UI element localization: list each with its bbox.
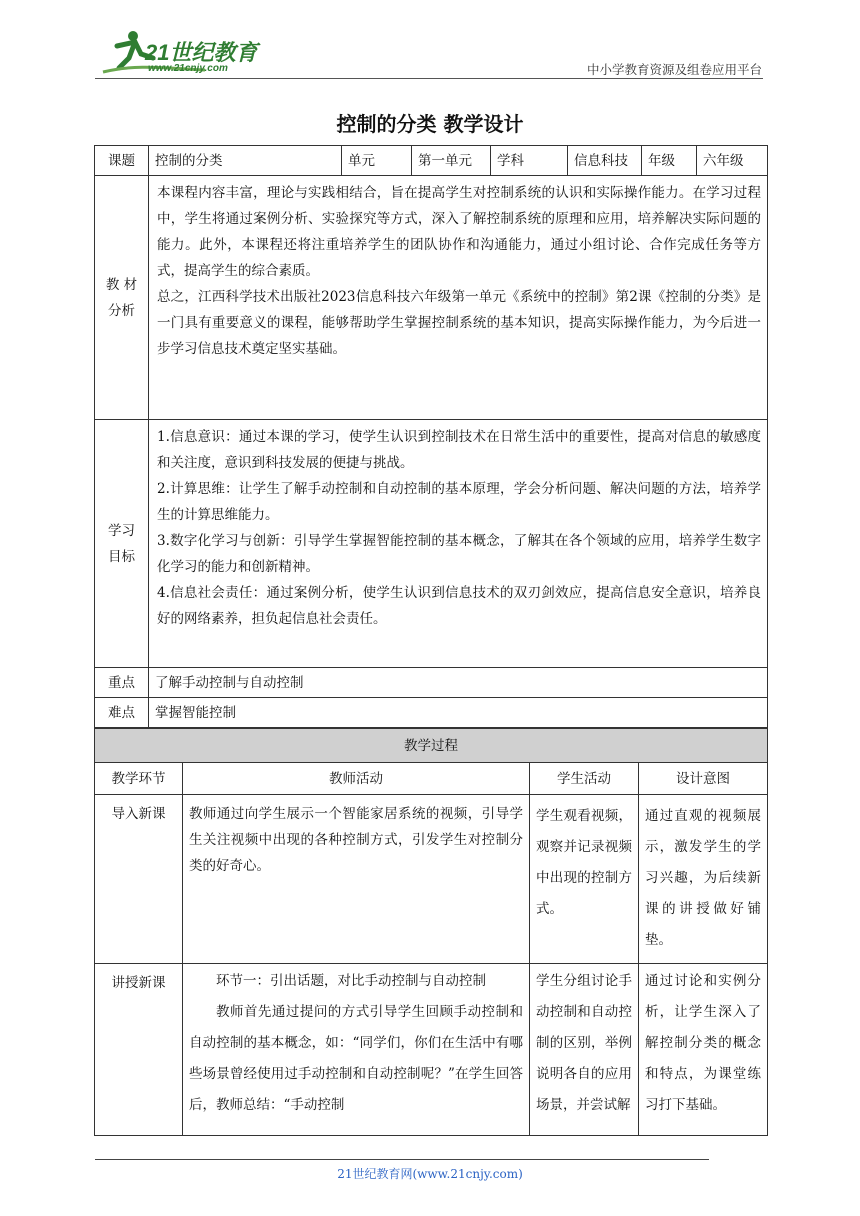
objective-item: 4.信息社会责任：通过案例分析，使学生认识到信息技术的双刃剑效应，提高信息安全意识，培养良好的网络素养，担负起信息社会责任。 bbox=[157, 585, 761, 627]
unit-label: 单元 bbox=[342, 146, 412, 176]
analysis-paragraph: 本课程内容丰富，理论与实践相结合，旨在提高学生对控制系统的认识和实际操作能力。在学习过程中，学生将通过案例分析、实验探究等方式，深入了解控制系统的原理和应用，培养解决实际问题的能力。此外，本课程还将注重培养学生的团队协作和沟通能力，通过小组讨论、合作完成任务等方式，提高学生的综合素质。 bbox=[157, 185, 761, 279]
course-value: 控制的分类 bbox=[149, 146, 342, 176]
grade-value: 六年级 bbox=[697, 146, 768, 176]
header-teacher: 教师活动 bbox=[183, 763, 530, 795]
teacher-cell bbox=[183, 964, 530, 1136]
stage-cell: 导入新课 bbox=[95, 795, 183, 964]
course-label: 课题 bbox=[95, 146, 149, 176]
subject-value: 信息科技 bbox=[568, 146, 642, 176]
logo-url: www.21cnjy.com bbox=[148, 63, 228, 74]
subject-label: 学科 bbox=[491, 146, 568, 176]
header-divider bbox=[95, 78, 763, 79]
grade-label: 年级 bbox=[642, 146, 697, 176]
teacher-paragraph: 环节一：引出话题，对比手动控制与自动控制 bbox=[216, 973, 486, 989]
header-stage: 教学环节 bbox=[95, 763, 183, 795]
intent-cell: 通过直观的视频展示，激发学生的学习兴趣，为后续新课的讲授做好铺垫。 bbox=[639, 795, 768, 964]
table-row bbox=[95, 964, 768, 1136]
process-title: 教学过程 bbox=[95, 729, 768, 763]
header-intent: 设计意图 bbox=[639, 763, 768, 795]
platform-name: 中小学教育资源及组卷应用平台 bbox=[586, 62, 762, 77]
footer-divider bbox=[95, 1159, 709, 1160]
logo-text: 21世纪教育 bbox=[145, 40, 258, 65]
teacher-cell: 教师通过向学生展示一个智能家居系统的视频，引导学生关注视频中出现的各种控制方式，引发学生对控制分类的好奇心。 bbox=[183, 795, 530, 964]
key-point-label: 重点 bbox=[95, 668, 149, 698]
student-cell: 学生观看视频，观察并记录视频中出现的控制方式。 bbox=[530, 795, 639, 964]
stage-cell: 讲授新课 bbox=[95, 964, 183, 1136]
difficulty-value: 掌握智能控制 bbox=[149, 698, 768, 728]
table-row bbox=[95, 795, 768, 964]
student-cell: 学生分组讨论手动控制和自动控制的区别，举例说明各自的应用场景，并尝试解 bbox=[530, 964, 639, 1136]
analysis-content bbox=[149, 176, 768, 420]
objective-item: 2.计算思维：让学生了解手动控制和自动控制的基本原理，学会分析问题、解决问题的方法，培养学生的计算思维能力。 bbox=[157, 481, 761, 523]
header-student: 学生活动 bbox=[530, 763, 639, 795]
document-title: 控制的分类 教学设计 bbox=[336, 112, 524, 136]
analysis-paragraph: 总之，江西科学技术出版社2023信息科技六年级第一单元《系统中的控制》第2课《控制的分类》是一门具有重要意义的课程，能够帮助学生掌握控制系统的基本知识，提高实际操作能力，为今后进一步学习信息技术奠定坚实基础。 bbox=[157, 289, 761, 357]
intent-cell: 通过讨论和实例分析，让学生深入了解控制分类的概念和特点，为课堂练习打下基础。 bbox=[639, 964, 768, 1136]
objectives-label: 学习 目标 bbox=[95, 420, 149, 668]
lesson-info-table bbox=[94, 145, 768, 728]
key-point-value: 了解手动控制与自动控制 bbox=[149, 668, 768, 698]
footer-link[interactable]: 21世纪教育网(www.21cnjy.com) bbox=[337, 1167, 523, 1181]
teaching-process-table bbox=[94, 728, 768, 1136]
objective-item: 1.信息意识：通过本课的学习，使学生认识到控制技术在日常生活中的重要性，提高对信息的敏感度和关注度，意识到科技发展的便捷与挑战。 bbox=[157, 429, 761, 471]
objectives-content bbox=[149, 420, 768, 668]
difficulty-label: 难点 bbox=[95, 698, 149, 728]
teacher-paragraph: 教师首先通过提问的方式引导学生回顾手动控制和自动控制的基本概念，如：“同学们，你们在生活中有哪些场景曾经使用过手动控制和自动控制呢？”在学生回答后，教师总结：“手动控制 bbox=[189, 1004, 523, 1113]
unit-value: 第一单元 bbox=[412, 146, 491, 176]
analysis-label: 教 材 分析 bbox=[95, 176, 149, 420]
objective-item: 3.数字化学习与创新：引导学生掌握智能控制的基本概念，了解其在各个领域的应用，培养学生数字化学习的能力和创新精神。 bbox=[157, 533, 761, 575]
